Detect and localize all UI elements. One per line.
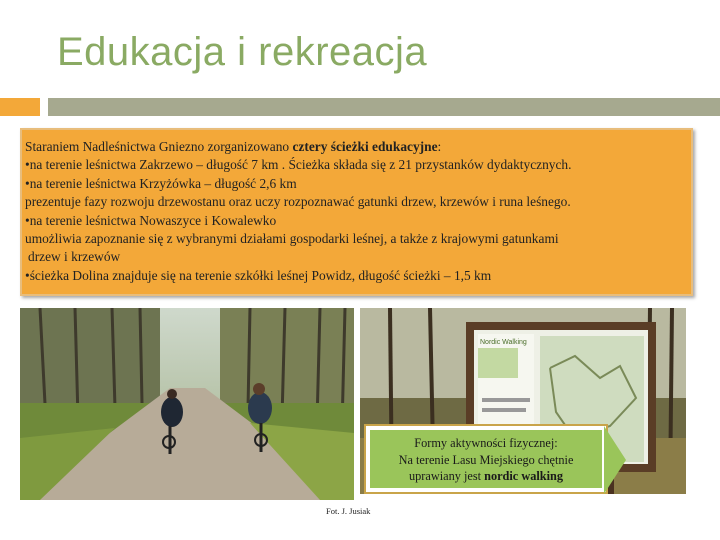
- path-dolina: •ścieżka Dolina znajduje się na terenie szkółki leśnej Powidz, długość ścieżki – 1,5 km: [25, 267, 492, 283]
- accent-bar-green: [48, 98, 720, 116]
- path-krzyzowka-desc: prezentuje fazy rozwoju drzewostanu oraz uczy rozpoznawać gatunki drzew, krzewów i runa leśnego.: [25, 194, 571, 210]
- path-nowaszyce-desc: umożliwia zapoznanie się z wybranymi działami gospodarki leśnej, a także z krajowymi gatunkami: [25, 231, 559, 247]
- callout-arrow: [604, 426, 626, 494]
- info-text-box: [20, 128, 693, 296]
- intro-line: Staraniem Nadleśnictwa Gniezno zorganizowano cztery ścieżki edukacyjne:: [25, 139, 442, 154]
- intro-bold: cztery ścieżki edukacyjne: [292, 139, 438, 154]
- photo-cyclists: [20, 308, 354, 500]
- callout-line-2: Na terenie Lasu Miejskiego chętnie: [398, 452, 574, 467]
- activity-callout: [366, 426, 606, 492]
- path-zakrzewo: •na terenie leśnictwa Zakrzewo – długość 7 km . Ścieżka składa się z 21 przystanków dydaktycznych.: [25, 157, 572, 173]
- callout-line-1: Formy aktywności fizycznej:: [414, 436, 558, 450]
- path-nowaszyce-desc-cont: drzew i krzewów: [28, 249, 121, 265]
- sign-title: Nordic Walking: [480, 339, 527, 346]
- slide-title: Edukacja i rekreacja: [57, 30, 428, 74]
- path-nowaszyce: •na terenie leśnictwa Nowaszyce i Kowalewko: [25, 212, 277, 228]
- path-krzyzowka: •na terenie leśnictwa Krzyżówka – długość 2,6 km: [25, 175, 297, 191]
- callout-bold: nordic walking: [484, 469, 564, 483]
- photo-credit: Fot. J. Jusiak: [326, 506, 371, 516]
- callout-line-3: uprawiany jest nordic walking: [408, 469, 564, 483]
- accent-bar-orange: [0, 98, 40, 116]
